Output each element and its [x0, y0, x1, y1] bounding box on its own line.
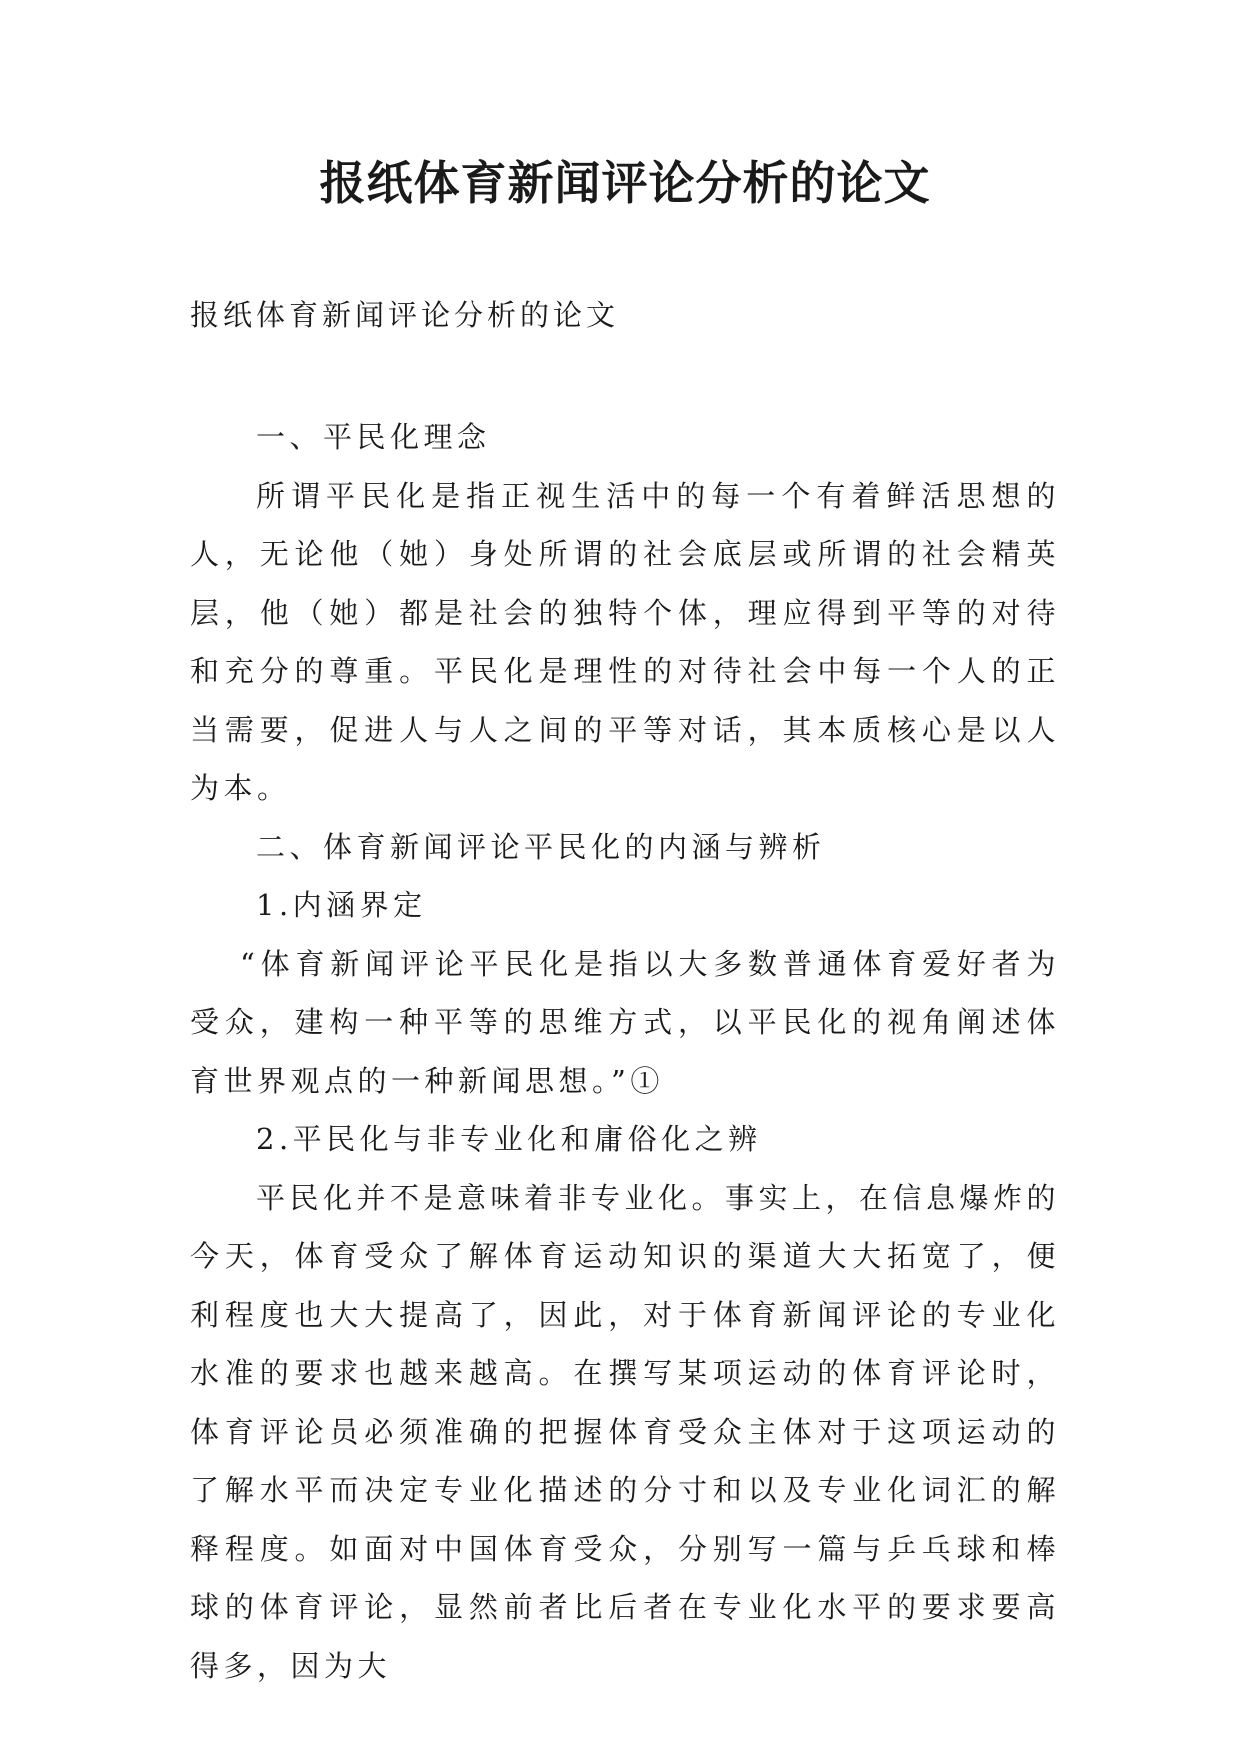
paragraph-discussion: 平民化并不是意味着非专业化。事实上，在信息爆炸的今天，体育受众了解体育运动知识的渠道大大拓宽了，便利程度也大大提高了，因此，对于体育新闻评论的专业化水准的要求也越来越高。在撰写某项运动的体育评论时，体育评论员必须准确的把握体育受众主体对于这项运动的了解水平而决定专业化描述的分寸和以及专业化词汇的解释程度。如面对中国体育受众，分别写一篇与乒乓球和棒球的体育评论，显然前者比后者在专业化水平的要求要高得多，因为大 — [190, 1180, 1061, 1683]
subsection-heading-2: 2.平民化与非专业化和庸俗化之辨 — [256, 1122, 762, 1156]
paragraph-definition: 所谓平民化是指正视生活中的每一个有着鲜活思想的人，无论他（她）身处所谓的社会底层或所谓的社会精英层，他（她）都是社会的独特个体，理应得到平等的对待和充分的尊重。平民化是理性的对待社会中每一个人的正当需要，促进人与人之间的平等对话，其本质核心是以人为本。 — [190, 478, 1060, 805]
document-body — [190, 408, 1060, 1695]
subsection-heading-1: 1.内涵界定 — [256, 888, 427, 922]
section-heading-2: 二、体育新闻评论平民化的内涵与辨析 — [256, 829, 826, 864]
section-heading-1: 一、平民化理念 — [256, 420, 491, 454]
document-subtitle: 报纸体育新闻评论分析的论文 — [190, 298, 620, 332]
document-title: 报纸体育新闻评论分析的论文 — [319, 156, 931, 210]
paragraph-quote: “体育新闻评论平民化是指以大多数普通体育爱好者为受众，建构一种平等的思维方式，以平民化的视角阐述体育世界观点的一种新闻思想。”① — [190, 946, 1060, 1098]
